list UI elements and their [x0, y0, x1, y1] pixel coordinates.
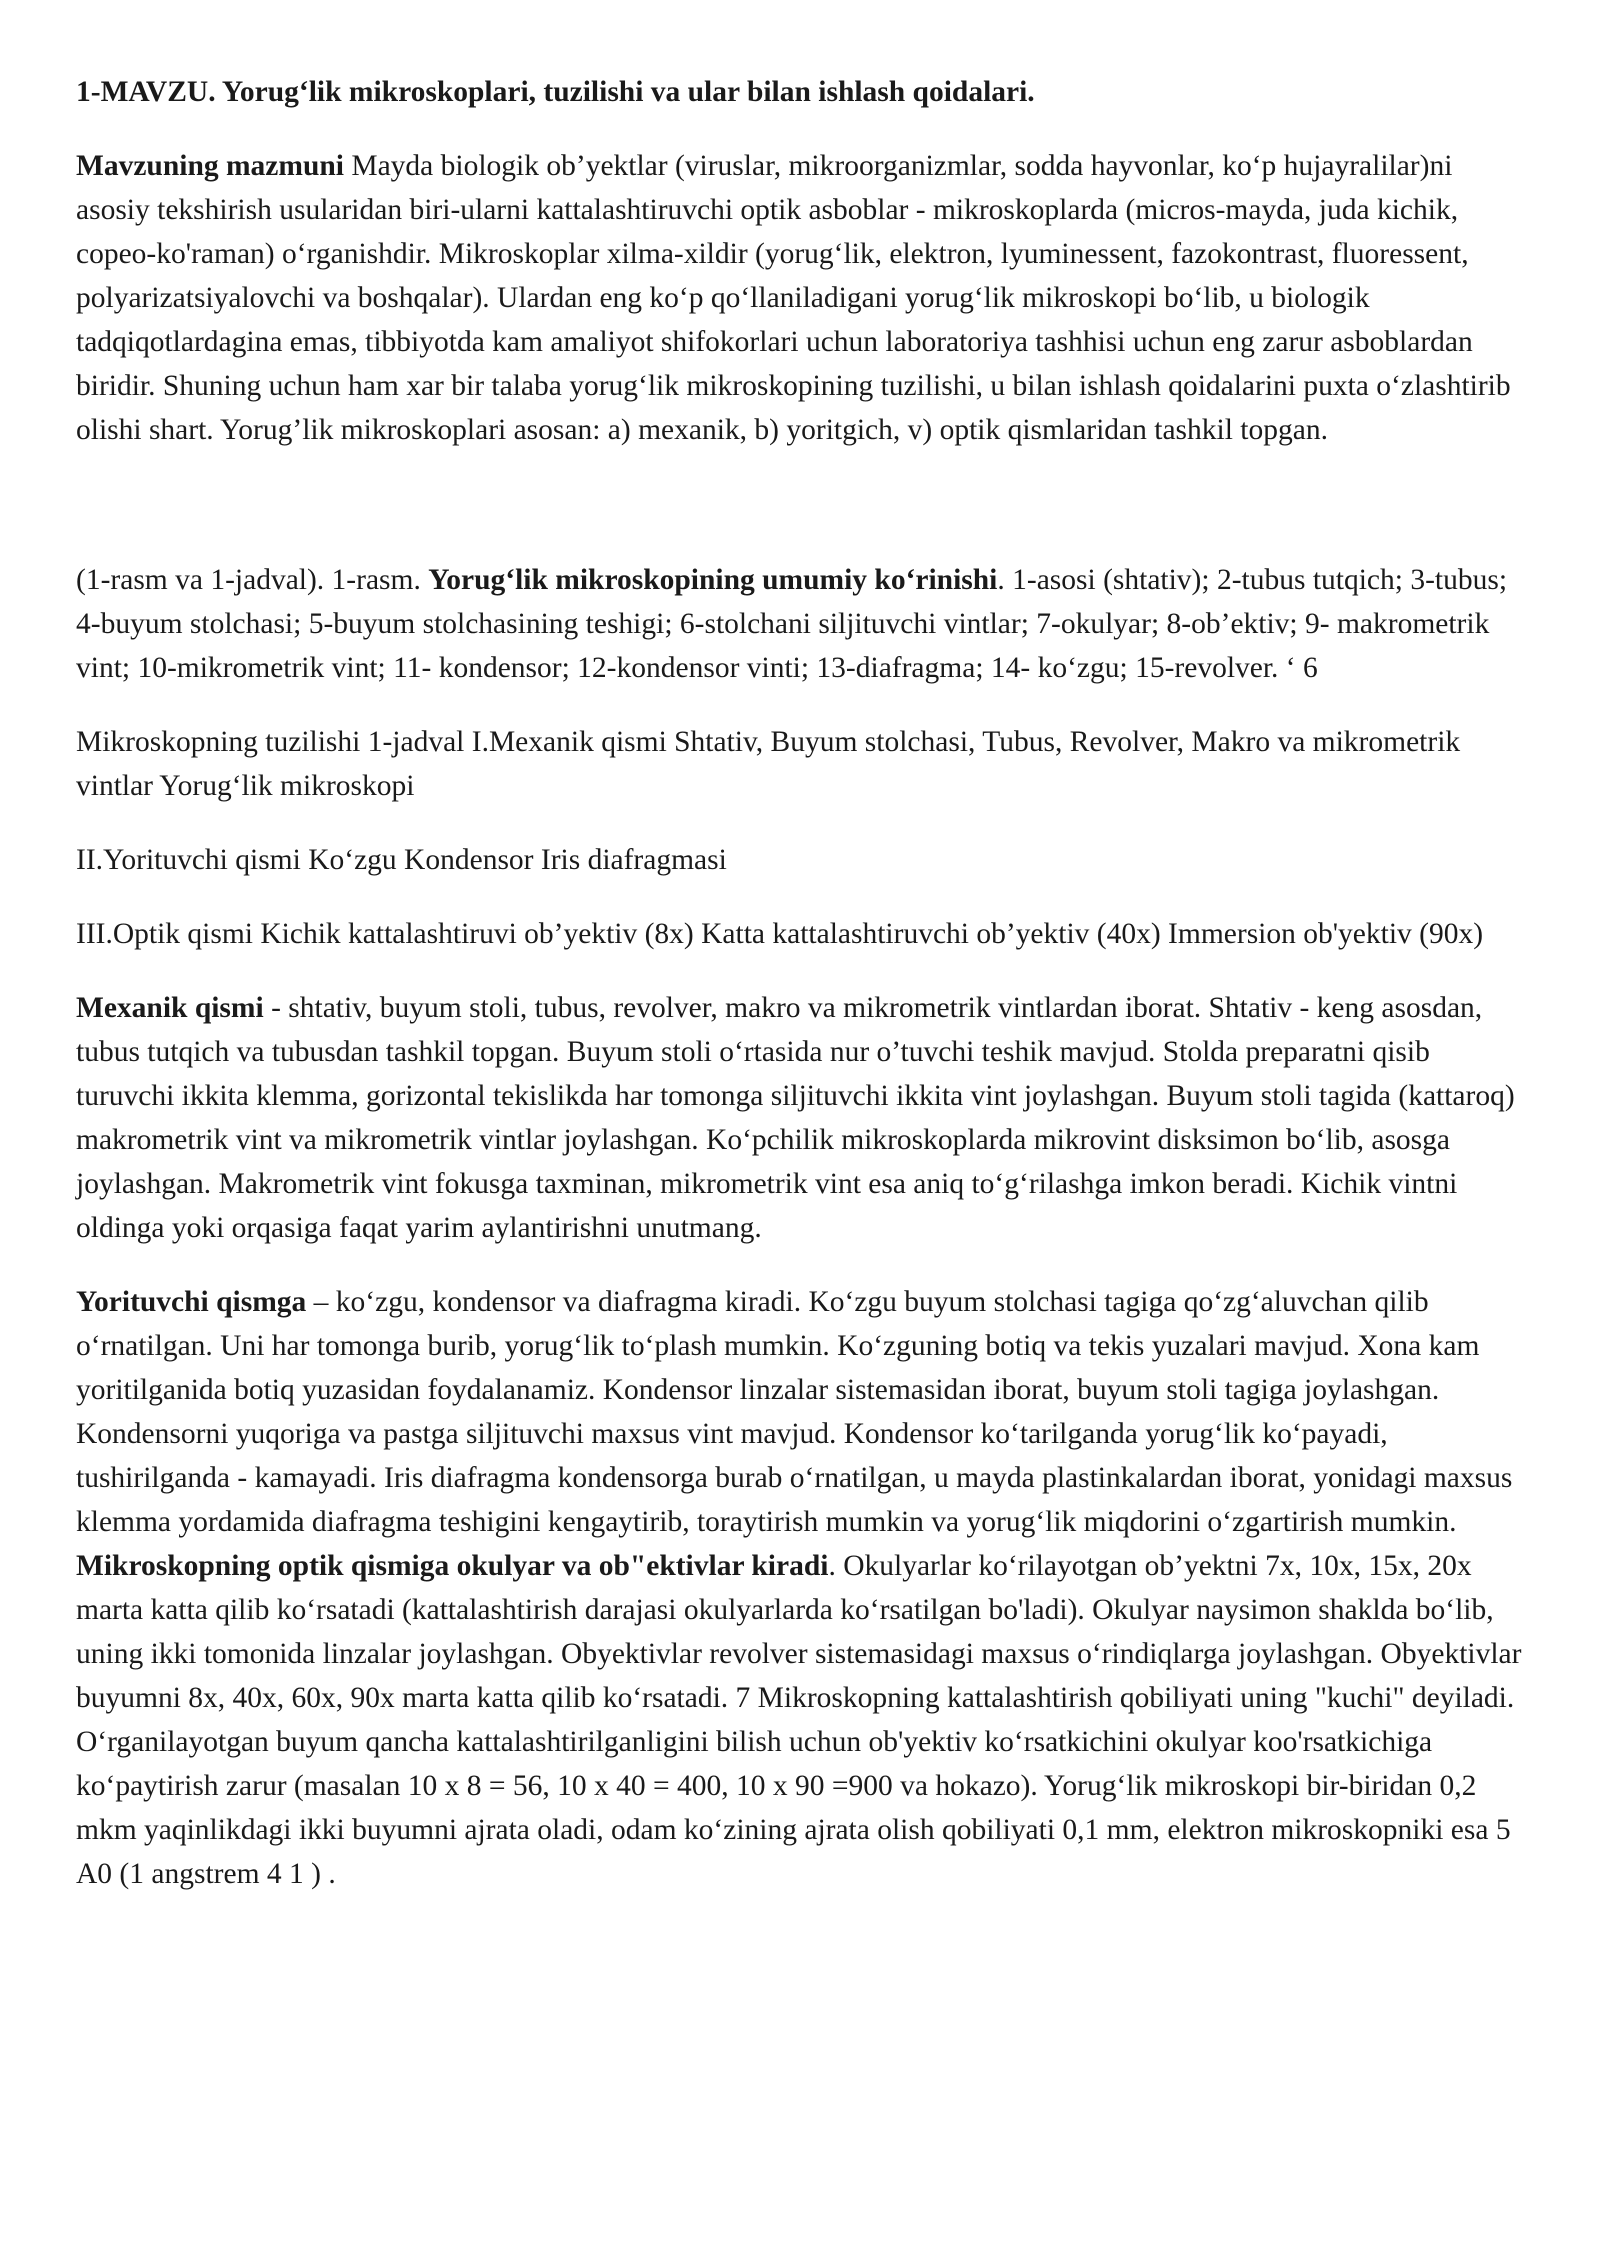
figure-caption-pre: (1-rasm va 1-jadval). 1-rasm. [76, 564, 429, 596]
lighting-section-paragraph [76, 1280, 1528, 1896]
figure-caption-legend: . 1-asosi (shtativ); 2-tubus tutqich; 3-tubus; 4-buyum stolchasi; 5-buyum stolchasining teshigi; 6-stolchani siljituvchi vintlar; 7-okulyar; 8-ob’ektiv; 9- makrometrik vint; 10-mikrometrik vint; 11- kondensor; 12-kondensor vinti; 13-diafragma; 14- ko‘zgu; 15-revolver. ‘ 6 [76, 564, 1508, 684]
optical-section-heading: Mikroskopning optik qismiga okulyar va ob"ektivlar kiradi [76, 1550, 829, 1582]
figure-caption-title: Yorug‘lik mikroskopining umumiy ko‘rinishi [428, 564, 998, 596]
intro-heading: Mavzuning mazmuni [76, 150, 344, 182]
optical-section-text: . Okulyarlar ko‘rilayotgan ob’yektni 7x, 10x, 15x, 20x marta katta qilib ko‘rsatadi (kattalashtirish darajasi okulyarlarda ko‘rsatilgan bo'ladi). Okulyar naysimon shaklda bo‘lib, uning ikki tomonida linzalar joylashgan. Obyektivlar revolver sistemasidagi maxsus o‘rindiqlarga joylashgan. Obyektivlar buyumni 8x, 40x, 60x, 90x marta katta qilib ko‘rsatadi. 7 Mikroskopning kattalashtirish qobiliyati uning "kuchi" deyiladi. O‘rganilayotgan buyum qancha kattalashtirilganligini bilish uchun ob'yektiv ko‘rsatkichini okulyar koo'rsatkichiga ko‘paytirish zarur (masalan 10 x 8 = 56, 10 x 40 = 400, 10 x 90 =900 va hokazo). Yorug‘lik mikroskopi bir-biridan 0,2 mkm yaqinlikdagi ikki buyumni ajrata oladi, odam ko‘zining ajrata olish qobiliyati 0,1 mm, elektron mikroskopniki esa 5 A0 (1 angstrem 4 1 ) . [76, 1550, 1522, 1890]
lighting-section-text: – ko‘zgu, kondensor va diafragma kiradi. Ko‘zgu buyum stolchasi tagiga qo‘zg‘aluvchan qilib o‘rnatilgan. Uni har tomonga burib, yorug‘lik to‘plash mumkin. Ko‘zguning botiq va tekis yuzalari mavjud. Xona kam yoritilganida botiq yuzasidan foydalanamiz. Kondensor linzalar sistemasidan iborat, buyum stoli tagiga joylashgan. Kondensorni yuqoriga va pastga siljituvchi maxsus vint mavjud. Kondensor ko‘tarilganda yorug‘lik ko‘payadi, tushirilganda - kamayadi. Iris diafragma kondensorga burab o‘rnatilgan, u mayda plastinkalardan iborat, yonidagi maxsus klemma yordamida diafragma teshigini kengaytirib, toraytirish mumkin va yorug‘lik miqdorini o‘zgartirish mumkin. [76, 1286, 1513, 1538]
mechanical-section-text: - shtativ, buyum stoli, tubus, revolver, makro va mikrometrik vintlardan iborat. Shtativ - keng asosdan, tubus tutqich va tubusdan tashkil topgan. Buyum stoli o‘rtasida nur o’tuvchi teshik mavjud. Stolda preparatni qisib turuvchi ikkita klemma, gorizontal tekislikda har tomonga siljituvchi ikkita vint joylashgan. Buyum stoli tagida (kattaroq) makrometrik vint va mikrometrik vintlar joylashgan. Ko‘pchilik mikroskoplarda mikrovint disksimon bo‘lib, asosga joylashgan. Makrometrik vint fokusga taxminan, mikrometrik vint esa aniq to‘g‘rilashga imkon beradi. Kichik vintni oldinga yoki orqasiga faqat yarim aylantirishni unutmang. [76, 992, 1515, 1244]
table-optical-row: III.Optik qismi Kichik kattalashtiruvi ob’yektiv (8x) Katta kattalashtiruvchi ob’yektiv (40x) Immersion ob'yektiv (90x) [76, 918, 1484, 950]
table-lighting-row: II.Yorituvchi qismi Ko‘zgu Kondensor Iris diafragmasi [76, 844, 727, 876]
table-mechanical-row: Mikroskopning tuzilishi 1-jadval I.Mexanik qismi Shtativ, Buyum stolchasi, Tubus, Revolver, Makro va mikrometrik vintlar Yorug‘lik mikroskopi [76, 726, 1461, 802]
mechanical-section-paragraph [76, 986, 1528, 1250]
document-page [76, 70, 1528, 1896]
mechanical-section-heading: Mexanik qismi [76, 992, 264, 1024]
lighting-section-heading: Yorituvchi qismga [76, 1286, 307, 1318]
figure-caption-paragraph [76, 558, 1528, 690]
intro-paragraph [76, 144, 1528, 452]
intro-text: Mayda biologik ob’yektlar (viruslar, mikroorganizmlar, sodda hayvonlar, ko‘p hujayralilar)ni asosiy tekshirish usularidan biri-ularni kattalashtiruvchi optik asboblar - mikroskoplarda (micros-mayda, juda kichik, copeo-ko'raman) o‘rganishdir. Mikroskoplar xilma-xildir (yorug‘lik, elektron, lyuminessent, fazokontrast, fluoressent, polyarizatsiyalovchi va boshqalar). Ulardan eng ko‘p qo‘llaniladigani yorug‘lik mikroskopi bo‘lib, u biologik tadqiqotlardagina emas, tibbiyotda kam amaliyot shifokorlari uchun laboratoriya tashhisi uchun eng zarur asboblardan biridir. Shuning uchun ham xar bir talaba yorug‘lik mikroskopining tuzilishi, u bilan ishlash qoidalarini puxta o‘zlashtirib olishi shart. Yorug’lik mikroskoplari asosan: a) mexanik, b) yoritgich, v) optik qismlaridan tashkil topgan. [76, 150, 1511, 446]
document-title: 1-MAVZU. Yorug‘lik mikroskoplari, tuzilishi va ular bilan ishlash qoidalari. [76, 76, 1035, 108]
